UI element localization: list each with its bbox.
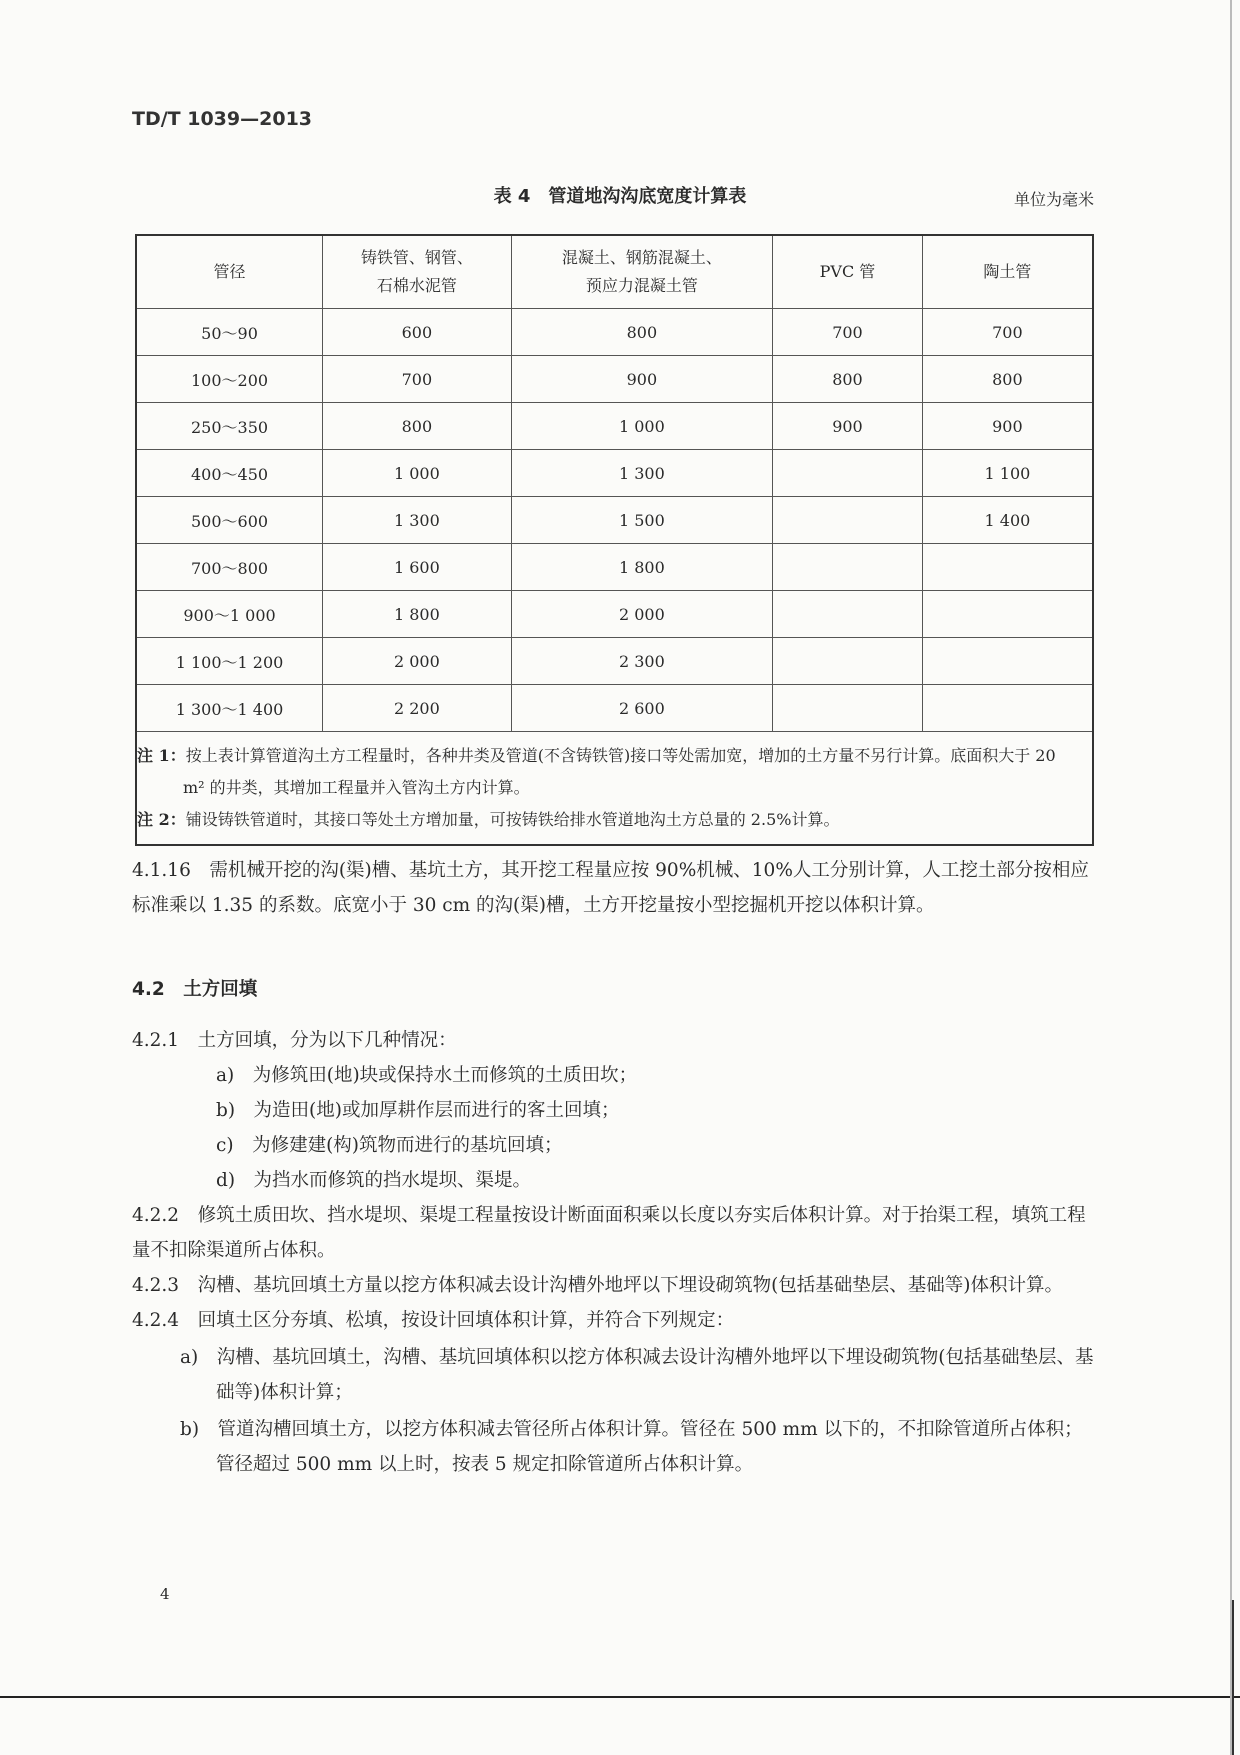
table-cell <box>773 450 923 497</box>
table-cell <box>773 591 923 638</box>
note-text: 按上表计算管道沟土方工程量时，各种井类及管道(不含铸铁管)接口等处需加宽，增加的土方量不另行计算。底面积大于 20 m² 的井类，其增加工程量并入管沟土方内计算。 <box>183 746 1056 797</box>
list-item: c) 为修建建(构)筑物而进行的基坑回填； <box>216 1135 563 1156</box>
table-cell: 2 000 <box>511 591 772 638</box>
table-header-row <box>136 235 1093 309</box>
clause-4-1-16: 4.1.16 需机械开挖的沟(渠)槽、基坑土方，其开挖工程量应按 90%机械、10%人工分别计算，人工挖土部分按相应标准乘以 1.35 的系数。底宽小于 30 cm 的沟(渠)槽，土方开挖量按小型挖掘机开挖以体积计算。 <box>132 860 1089 916</box>
table-cell: 1 400 <box>922 497 1093 544</box>
table-cell: 1 000 <box>511 403 772 450</box>
table-cell <box>922 591 1093 638</box>
table-cell: 800 <box>323 403 512 450</box>
table-cell: 2 200 <box>323 685 512 732</box>
table-cell: 1 800 <box>511 544 772 591</box>
table-cell: 50～90 <box>136 309 323 356</box>
table-cell: 1 600 <box>323 544 512 591</box>
table-row <box>136 591 1093 638</box>
table-cell: 900～1 000 <box>136 591 323 638</box>
clause-4-2-x <box>132 1023 1094 1482</box>
note-text: 铺设铸铁管道时，其接口等处土方增加量，可按铸铁给排水管道地沟土方总量的 2.5%计算。 <box>185 810 840 829</box>
table-cell: 250～350 <box>136 403 323 450</box>
table-cell: 2 600 <box>511 685 772 732</box>
table-cell: 100～200 <box>136 356 323 403</box>
table-cell <box>773 685 923 732</box>
table-cell: 700 <box>773 309 923 356</box>
table-cell: 500～600 <box>136 497 323 544</box>
clause-4-2-4: 4.2.4 回填土区分夯填、松填，按设计回填体积计算，并符合下列规定： <box>132 1310 735 1331</box>
table-unit: 单位为毫米 <box>1013 190 1094 209</box>
table-row <box>136 309 1093 356</box>
table-cell: 600 <box>323 309 512 356</box>
list-item: d) 为挡水而修筑的挡水堤坝、渠堤。 <box>216 1170 532 1191</box>
section-heading-4-2: 4.2 土方回填 <box>132 979 258 1000</box>
list-item: b) 管道沟槽回填土方，以挖方体积减去管径所占体积计算。管径在 500 mm 以下的，不扣除管道所占体积；管径超过 500 mm 以上时，按表 5 规定扣除管道所占体积计算。 <box>180 1419 1083 1475</box>
table-cell: 400～450 <box>136 450 323 497</box>
table-row <box>136 356 1093 403</box>
table-cell: 1 500 <box>511 497 772 544</box>
table-cell <box>922 638 1093 685</box>
clause-4-2-1: 4.2.1 土方回填，分为以下几种情况： <box>132 1030 457 1051</box>
table-cell <box>922 544 1093 591</box>
table-cell <box>773 544 923 591</box>
table-row <box>136 685 1093 732</box>
table-cell: 900 <box>922 403 1093 450</box>
column-header: 陶土管 <box>922 235 1093 309</box>
table-cell: 2 300 <box>511 638 772 685</box>
table-notes <box>136 732 1093 846</box>
table-row <box>136 638 1093 685</box>
table-row <box>136 450 1093 497</box>
table-cell: 1 800 <box>323 591 512 638</box>
scan-edge-line <box>1232 1600 1234 1755</box>
table-cell <box>773 497 923 544</box>
table-cell: 900 <box>511 356 772 403</box>
note-label: 注 1： <box>137 746 186 765</box>
note-1 <box>137 740 1080 804</box>
table-cell: 2 000 <box>323 638 512 685</box>
page-number: 4 <box>160 1585 170 1603</box>
column-header: PVC 管 <box>773 235 923 309</box>
table-cell: 1 000 <box>323 450 512 497</box>
table-cell: 700 <box>323 356 512 403</box>
note-2 <box>137 804 1080 836</box>
table-caption: 表 4 管道地沟沟底宽度计算表 <box>493 186 747 207</box>
table-row <box>136 403 1093 450</box>
clause-4-2-3: 4.2.3 沟槽、基坑回填土方量以挖方体积减去设计沟槽外地坪以下埋设砌筑物(包括基础垫层、基础等)体积计算。 <box>132 1275 1064 1296</box>
clause-4-2-2: 4.2.2 修筑土质田坎、挡水堤坝、渠堤工程量按设计断面面积乘以长度以夯实后体积计算。对于抬渠工程，填筑工程量不扣除渠道所占体积。 <box>132 1205 1086 1261</box>
table-cell: 800 <box>773 356 923 403</box>
table-cell: 1 300 <box>511 450 772 497</box>
note-label: 注 2： <box>137 810 186 829</box>
list-item: a) 沟槽、基坑回填土，沟槽、基坑回填体积以挖方体积减去设计沟槽外地坪以下埋设砌筑物(包括基础垫层、基础等)体积计算； <box>180 1347 1094 1403</box>
column-header: 管径 <box>136 235 323 309</box>
column-header: 混凝土、钢筋混凝土、 预应力混凝土管 <box>511 235 772 309</box>
table-cell: 700 <box>922 309 1093 356</box>
table-cell: 700～800 <box>136 544 323 591</box>
trench-width-table <box>135 234 1094 846</box>
list-item: b) 为造田(地)或加厚耕作层而进行的客土回填； <box>216 1100 620 1121</box>
scan-edge-line <box>1230 0 1232 1755</box>
column-header: 铸铁管、钢管、 石棉水泥管 <box>323 235 512 309</box>
standard-number-header: TD/T 1039—2013 <box>132 108 313 130</box>
table-cell: 1 300 <box>323 497 512 544</box>
table-cell: 900 <box>773 403 923 450</box>
table-notes-row <box>136 732 1093 846</box>
table-cell <box>922 685 1093 732</box>
table-cell: 1 300～1 400 <box>136 685 323 732</box>
scan-border-line <box>0 1696 1240 1698</box>
table-row <box>136 544 1093 591</box>
list-item: a) 为修筑田(地)块或保持水土而修筑的土质田坎； <box>216 1065 638 1086</box>
table-cell: 800 <box>922 356 1093 403</box>
table-cell: 1 100 <box>922 450 1093 497</box>
table-cell: 800 <box>511 309 772 356</box>
table-row <box>136 497 1093 544</box>
table-cell <box>773 638 923 685</box>
table-cell: 1 100～1 200 <box>136 638 323 685</box>
